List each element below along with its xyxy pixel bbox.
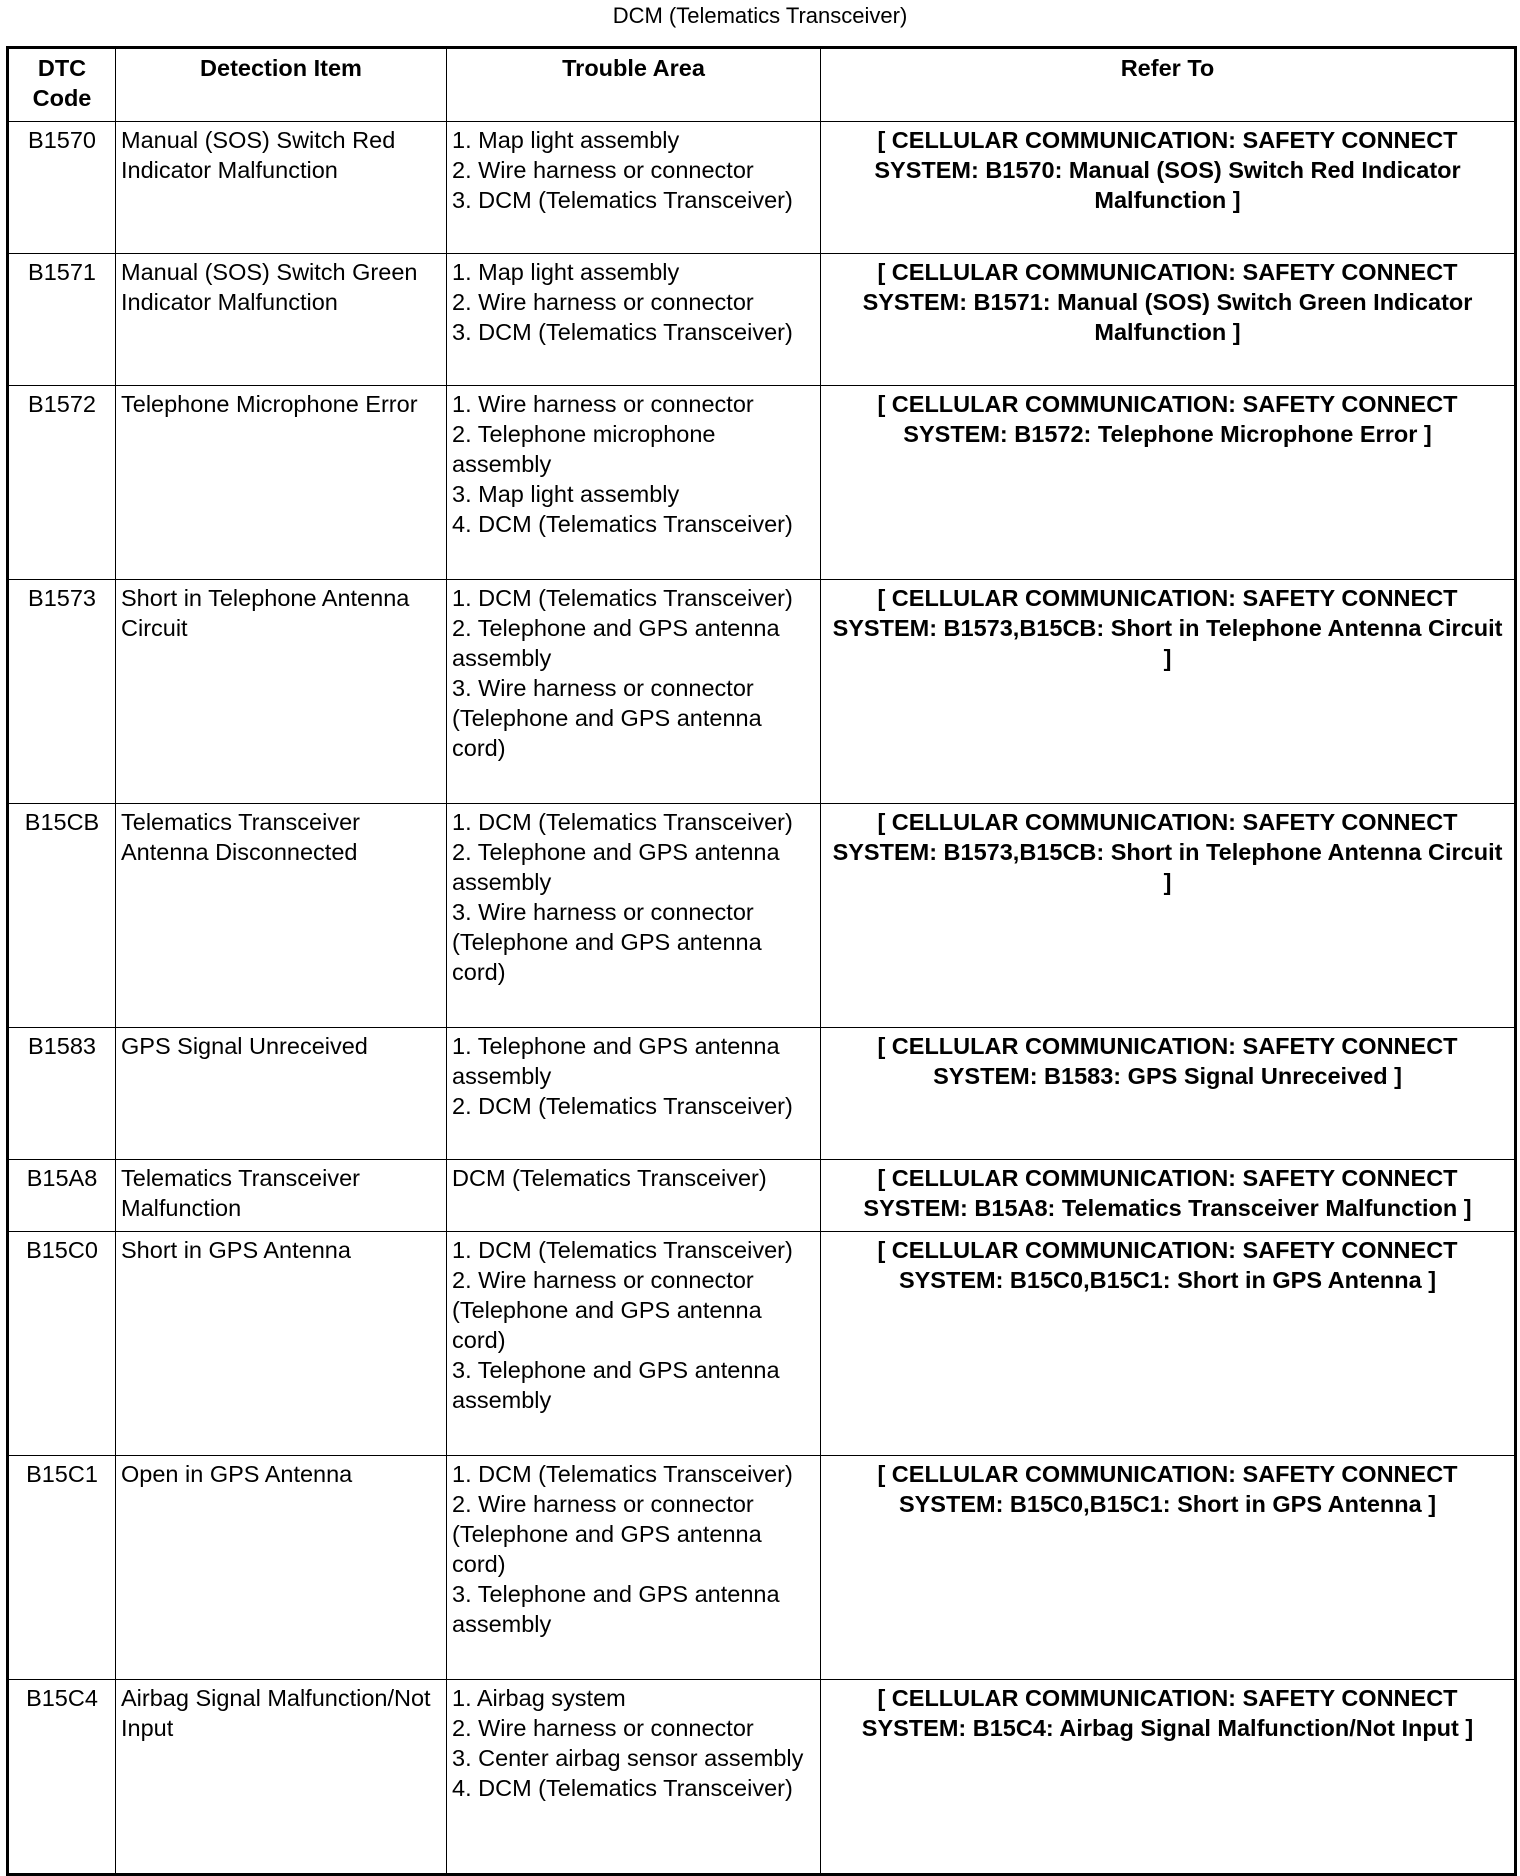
refer-to-link[interactable]: [ CELLULAR COMMUNICATION: SAFETY CONNECT SYSTEM: B15C4: Airbag Signal Malfunction/Not Input ] — [821, 1680, 1516, 1875]
refer-to-link[interactable]: [ CELLULAR COMMUNICATION: SAFETY CONNECT SYSTEM: B1573,B15CB: Short in Telephone Antenna Circuit ] — [821, 580, 1516, 804]
refer-to-link[interactable]: [ CELLULAR COMMUNICATION: SAFETY CONNECT SYSTEM: B15A8: Telematics Transceiver Malfunction ] — [821, 1160, 1516, 1232]
refer-to-link[interactable]: [ CELLULAR COMMUNICATION: SAFETY CONNECT SYSTEM: B1571: Manual (SOS) Switch Green Indicator Malfunction ] — [821, 254, 1516, 386]
header-dtc-code-line2: Code — [32, 85, 92, 111]
dtc-code-cell: B15CB — [8, 804, 116, 1028]
trouble-area-item: 2. Telephone and GPS antenna assembly — [452, 839, 780, 895]
header-dtc-code — [8, 48, 116, 122]
detection-item-cell: Manual (SOS) Switch Red Indicator Malfunction — [116, 122, 447, 254]
dtc-code-cell: B1571 — [8, 254, 116, 386]
trouble-area-item: 3. Center airbag sensor assembly — [452, 1745, 804, 1771]
trouble-area-cell — [447, 580, 821, 804]
trouble-area-item: 4. DCM (Telematics Transceiver) — [452, 1775, 793, 1801]
table-row — [8, 1456, 1516, 1680]
trouble-area-item: 3. Telephone and GPS antenna assembly — [452, 1581, 780, 1637]
trouble-area-item: 2. Wire harness or connector (Telephone and GPS antenna cord) — [452, 1491, 762, 1577]
trouble-area-item: 1. DCM (Telematics Transceiver) — [452, 1461, 793, 1487]
trouble-area-item: 2. Telephone microphone assembly — [452, 421, 716, 477]
trouble-area-item: 3. Map light assembly — [452, 481, 680, 507]
refer-to-link[interactable]: [ CELLULAR COMMUNICATION: SAFETY CONNECT SYSTEM: B1570: Manual (SOS) Switch Red Indicator Malfunction ] — [821, 122, 1516, 254]
trouble-area-item: 1. Airbag system — [452, 1685, 626, 1711]
header-trouble-area: Trouble Area — [447, 48, 821, 122]
table-row — [8, 1680, 1516, 1875]
table-row — [8, 254, 1516, 386]
trouble-area-item: 2. Wire harness or connector (Telephone and GPS antenna cord) — [452, 1267, 762, 1353]
trouble-area-item: 3. DCM (Telematics Transceiver) — [452, 187, 793, 213]
dtc-code-cell: B1573 — [8, 580, 116, 804]
trouble-area-item: 3. Telephone and GPS antenna assembly — [452, 1357, 780, 1413]
trouble-area-item: 1. Wire harness or connector — [452, 391, 754, 417]
trouble-area-cell — [447, 122, 821, 254]
header-detection-item: Detection Item — [116, 48, 447, 122]
trouble-area-item: 3. DCM (Telematics Transceiver) — [452, 319, 793, 345]
trouble-area-item: 1. Telephone and GPS antenna assembly — [452, 1033, 780, 1089]
trouble-area-item: 1. DCM (Telematics Transceiver) — [452, 809, 793, 835]
dtc-code-cell: B1583 — [8, 1028, 116, 1160]
trouble-area-cell — [447, 1456, 821, 1680]
trouble-area-item: DCM (Telematics Transceiver) — [452, 1165, 767, 1191]
detection-item-cell: Manual (SOS) Switch Green Indicator Malfunction — [116, 254, 447, 386]
trouble-area-item: 3. Wire harness or connector (Telephone and GPS antenna cord) — [452, 899, 762, 985]
detection-item-cell: Telematics Transceiver Malfunction — [116, 1160, 447, 1232]
trouble-area-cell — [447, 1680, 821, 1875]
refer-to-link[interactable]: [ CELLULAR COMMUNICATION: SAFETY CONNECT SYSTEM: B15C0,B15C1: Short in GPS Antenna ] — [821, 1456, 1516, 1680]
refer-to-link[interactable]: [ CELLULAR COMMUNICATION: SAFETY CONNECT SYSTEM: B1572: Telephone Microphone Error ] — [821, 386, 1516, 580]
trouble-area-cell — [447, 1232, 821, 1456]
detection-item-cell: Telematics Transceiver Antenna Disconnected — [116, 804, 447, 1028]
trouble-area-item: 2. Wire harness or connector — [452, 157, 754, 183]
table-row — [8, 1232, 1516, 1456]
dtc-code-cell: B15C0 — [8, 1232, 116, 1456]
table-row — [8, 122, 1516, 254]
dtc-code-cell: B15A8 — [8, 1160, 116, 1232]
refer-to-link[interactable]: [ CELLULAR COMMUNICATION: SAFETY CONNECT SYSTEM: B1573,B15CB: Short in Telephone Antenna Circuit ] — [821, 804, 1516, 1028]
detection-item-cell: Short in GPS Antenna — [116, 1232, 447, 1456]
detection-item-cell: Telephone Microphone Error — [116, 386, 447, 580]
table-row — [8, 804, 1516, 1028]
detection-item-cell: Airbag Signal Malfunction/Not Input — [116, 1680, 447, 1875]
trouble-area-cell — [447, 804, 821, 1028]
trouble-area-item: 1. Map light assembly — [452, 259, 680, 285]
table-row — [8, 1160, 1516, 1232]
header-refer-to: Refer To — [821, 48, 1516, 122]
header-row — [8, 48, 1516, 122]
trouble-area-item: 4. DCM (Telematics Transceiver) — [452, 511, 793, 537]
table-row — [8, 386, 1516, 580]
trouble-area-item: 3. Wire harness or connector (Telephone and GPS antenna cord) — [452, 675, 762, 761]
table-row — [8, 1028, 1516, 1160]
trouble-area-item: 1. DCM (Telematics Transceiver) — [452, 585, 793, 611]
trouble-area-cell — [447, 386, 821, 580]
dtc-code-cell: B1572 — [8, 386, 116, 580]
table-caption: DCM (Telematics Transceiver) — [612, 3, 908, 28]
refer-to-link[interactable]: [ CELLULAR COMMUNICATION: SAFETY CONNECT SYSTEM: B15C0,B15C1: Short in GPS Antenna ] — [821, 1232, 1516, 1456]
dtc-code-cell: B1570 — [8, 122, 116, 254]
trouble-area-cell — [447, 1160, 821, 1232]
trouble-area-item: 1. Map light assembly — [452, 127, 680, 153]
table-row — [8, 580, 1516, 804]
trouble-area-item: 1. DCM (Telematics Transceiver) — [452, 1237, 793, 1263]
refer-to-link[interactable]: [ CELLULAR COMMUNICATION: SAFETY CONNECT SYSTEM: B1583: GPS Signal Unreceived ] — [821, 1028, 1516, 1160]
header-dtc-code-line1: DTC — [37, 55, 87, 81]
trouble-area-item: 2. Wire harness or connector — [452, 1715, 754, 1741]
detection-item-cell: GPS Signal Unreceived — [116, 1028, 447, 1160]
trouble-area-cell — [447, 1028, 821, 1160]
trouble-area-item: 2. DCM (Telematics Transceiver) — [452, 1093, 793, 1119]
dtc-code-cell: B15C1 — [8, 1456, 116, 1680]
trouble-area-cell — [447, 254, 821, 386]
dtc-code-cell: B15C4 — [8, 1680, 116, 1875]
detection-item-cell: Open in GPS Antenna — [116, 1456, 447, 1680]
trouble-area-item: 2. Wire harness or connector — [452, 289, 754, 315]
detection-item-cell: Short in Telephone Antenna Circuit — [116, 580, 447, 804]
trouble-area-item: 2. Telephone and GPS antenna assembly — [452, 615, 780, 671]
dtc-table — [6, 46, 1517, 1876]
